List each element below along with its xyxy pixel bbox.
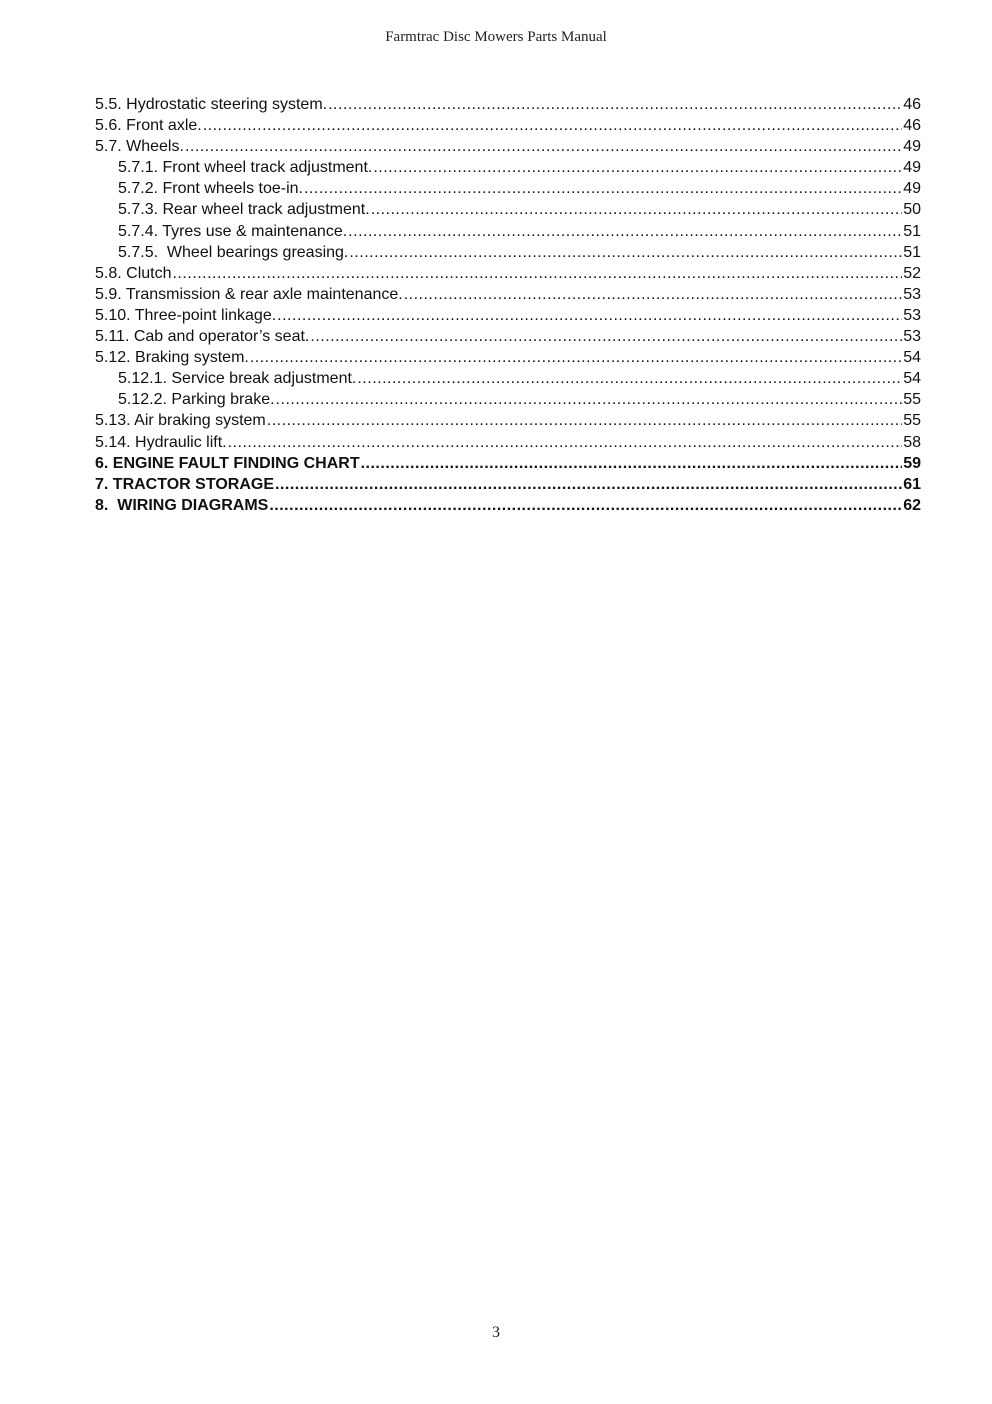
toc-entry-page: 49 bbox=[903, 159, 921, 177]
toc-entry-title: 5.10. Three-point linkage. bbox=[95, 306, 277, 324]
toc-entry-title: 5.13. Air braking system bbox=[95, 412, 266, 430]
toc-dot-leader bbox=[328, 94, 902, 115]
toc-dot-leader bbox=[203, 115, 902, 136]
toc-dot-leader bbox=[172, 263, 902, 284]
toc-entry-title: 5.5. Hydrostatic steering system. bbox=[95, 96, 328, 113]
toc-entry-page: 51 bbox=[903, 222, 921, 240]
toc-dot-leader bbox=[269, 495, 902, 516]
toc-entry-page: 52 bbox=[903, 264, 921, 282]
toc-entry-title: 5.7.1. Front wheel track adjustment. bbox=[118, 159, 373, 177]
toc-entry-page: 58 bbox=[903, 433, 921, 451]
toc-dot-leader bbox=[276, 389, 903, 410]
toc-entry-page: 61 bbox=[903, 475, 921, 493]
toc-entry-page: 55 bbox=[903, 412, 921, 430]
toc-dot-leader bbox=[404, 284, 903, 305]
toc-entry-title: 5.6. Front axle. bbox=[95, 117, 202, 135]
toc-entry[interactable] bbox=[95, 347, 921, 368]
toc-entry[interactable] bbox=[95, 432, 921, 453]
toc-entry-page: 59 bbox=[903, 454, 921, 472]
toc-dot-leader bbox=[348, 221, 902, 242]
toc-entry[interactable] bbox=[95, 284, 921, 305]
toc-entry-title: 5.7. Wheels. bbox=[95, 138, 184, 156]
toc-entry-page: 53 bbox=[903, 328, 921, 346]
toc-dot-leader bbox=[277, 305, 902, 326]
toc-entry-title: 5.7.2. Front wheels toe-in. bbox=[118, 180, 303, 198]
toc-entry-title: 5.12.2. Parking brake. bbox=[118, 391, 275, 409]
toc-entry-title: 5.7.4. Tyres use & maintenance. bbox=[118, 222, 348, 240]
toc-dot-leader bbox=[349, 242, 902, 263]
toc-entry-page: 53 bbox=[903, 285, 921, 303]
toc-entry[interactable] bbox=[95, 474, 921, 495]
toc-dot-leader bbox=[228, 432, 903, 453]
toc-entry-page: 51 bbox=[903, 243, 921, 261]
toc-entry-title: 7. TRACTOR STORAGE bbox=[95, 475, 274, 493]
toc-entry[interactable] bbox=[95, 242, 921, 263]
toc-entry-title: 5.8. Clutch bbox=[95, 264, 172, 282]
toc-entry[interactable] bbox=[95, 453, 921, 474]
toc-entry[interactable] bbox=[95, 389, 921, 410]
toc-dot-leader bbox=[267, 410, 902, 431]
toc-entry-page: 50 bbox=[903, 201, 921, 219]
toc-entry-title: 5.14. Hydraulic lift. bbox=[95, 433, 227, 451]
toc-entry-page: 53 bbox=[903, 306, 921, 324]
toc-entry-page: 54 bbox=[903, 349, 921, 367]
toc-dot-leader bbox=[371, 199, 903, 220]
toc-dot-leader bbox=[250, 347, 902, 368]
table-of-contents bbox=[95, 94, 921, 516]
toc-dot-leader bbox=[361, 453, 903, 474]
toc-entry-title: 5.12.1. Service break adjustment. bbox=[118, 370, 357, 388]
toc-dot-leader bbox=[185, 136, 902, 157]
toc-entry[interactable] bbox=[95, 326, 921, 347]
page-number: 3 bbox=[492, 1324, 500, 1341]
toc-entry[interactable] bbox=[95, 157, 921, 178]
toc-entry-page: 62 bbox=[903, 496, 921, 514]
toc-dot-leader bbox=[310, 326, 902, 347]
toc-entry-title: 5.12. Braking system. bbox=[95, 349, 249, 367]
toc-entry-title: 5.11. Cab and operator’s seat. bbox=[95, 328, 310, 346]
toc-entry-title: 6. ENGINE FAULT FINDING CHART bbox=[95, 454, 360, 472]
toc-entry-page: 54 bbox=[903, 370, 921, 388]
toc-dot-leader bbox=[275, 474, 902, 495]
toc-entry-title: 5.9. Transmission & rear axle maintenance. bbox=[95, 285, 403, 303]
toc-entry[interactable] bbox=[95, 178, 921, 199]
toc-entry-page: 46 bbox=[903, 117, 921, 135]
toc-entry-title: 8. WIRING DIAGRAMS bbox=[95, 496, 269, 514]
toc-entry[interactable] bbox=[95, 495, 921, 516]
toc-entry[interactable] bbox=[95, 136, 921, 157]
toc-entry[interactable] bbox=[95, 368, 921, 389]
toc-entry[interactable] bbox=[95, 410, 921, 431]
toc-entry-page: 49 bbox=[903, 180, 921, 198]
toc-dot-leader bbox=[304, 178, 902, 199]
toc-entry[interactable] bbox=[95, 94, 921, 115]
page-header: Farmtrac Disc Mowers Parts Manual bbox=[385, 29, 607, 45]
toc-entry[interactable] bbox=[95, 263, 921, 284]
toc-entry[interactable] bbox=[95, 199, 921, 220]
toc-dot-leader bbox=[373, 157, 902, 178]
toc-entry[interactable] bbox=[95, 305, 921, 326]
toc-entry-page: 46 bbox=[903, 96, 921, 113]
toc-entry-page: 49 bbox=[903, 138, 921, 156]
toc-entry-title: 5.7.5. Wheel bearings greasing. bbox=[118, 243, 349, 261]
toc-entry[interactable] bbox=[95, 115, 921, 136]
toc-entry-title: 5.7.3. Rear wheel track adjustment. bbox=[118, 201, 370, 219]
toc-entry[interactable] bbox=[95, 221, 921, 242]
toc-entry-page: 55 bbox=[903, 391, 921, 409]
toc-dot-leader bbox=[357, 368, 902, 389]
